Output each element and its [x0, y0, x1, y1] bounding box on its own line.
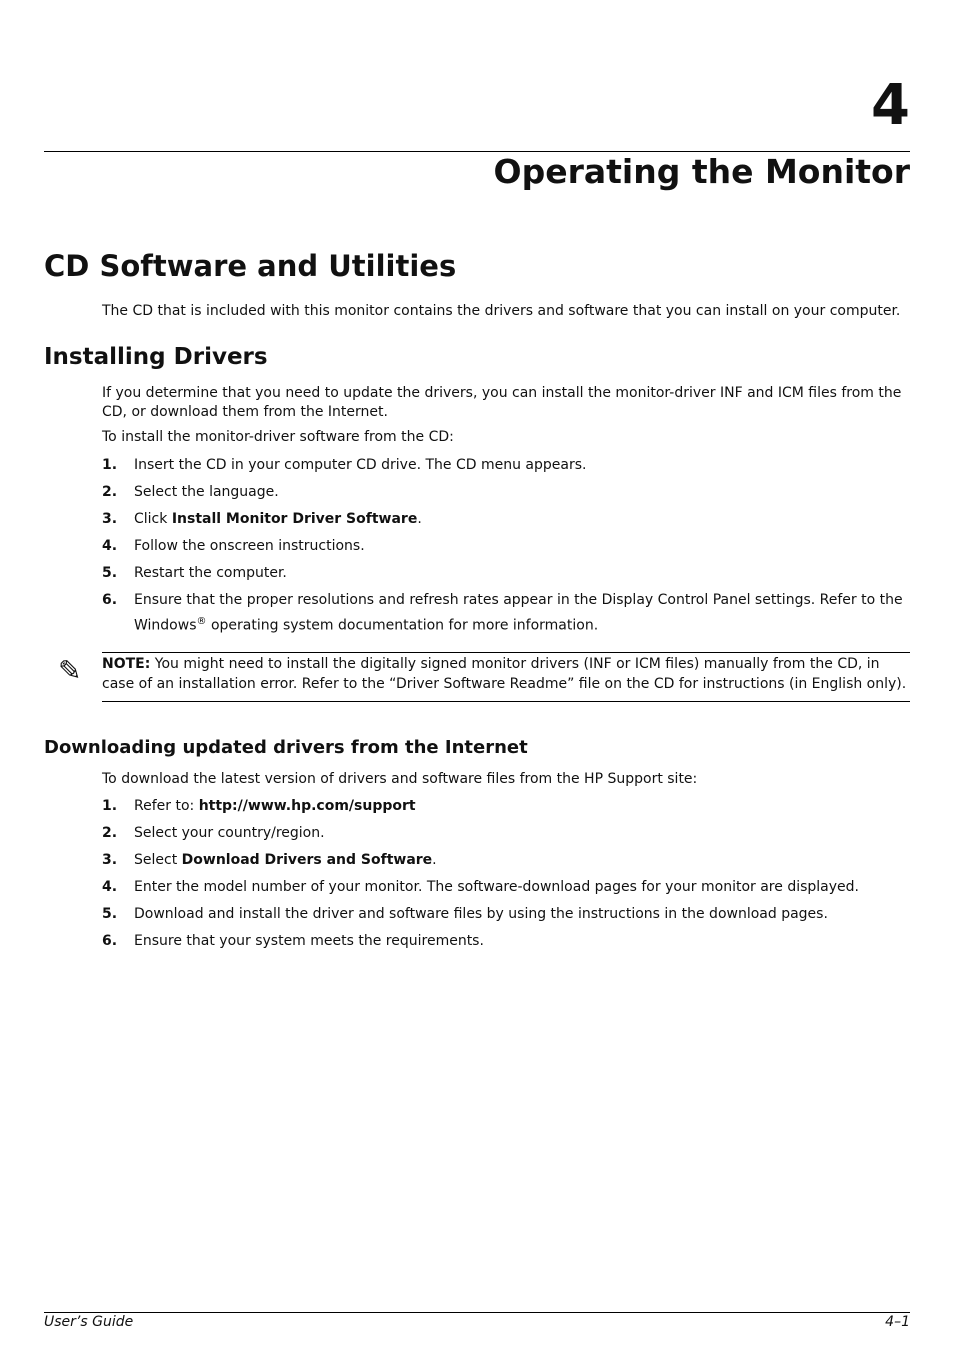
list-item — [102, 536, 912, 557]
step-text — [134, 509, 912, 530]
step-text: Select your country/region. — [134, 825, 325, 841]
installing-para-1: If you determine that you need to update the drivers, you can install the monitor-driver INF and ICM files from the CD, or download them from the Internet. — [102, 385, 902, 420]
list-item — [102, 904, 912, 925]
list-item — [102, 590, 912, 637]
downloading-para: To download the latest version of drivers and software files from the HP Support site: — [102, 771, 698, 787]
step-number: 4. — [102, 538, 118, 554]
step-text-pre: Select — [134, 852, 182, 868]
support-link[interactable]: http://www.hp.com/support — [198, 798, 416, 814]
note-text: You might need to install the digitally signed monitor drivers (INF or ICM files) manually from the CD, in case of an installation error. Refer to the “Driver Software Readme” file on the CD for instructions (in English only). — [102, 656, 907, 692]
list-item — [102, 823, 912, 844]
list-item — [102, 455, 912, 476]
list-item — [102, 796, 912, 817]
step-text-post: . — [432, 852, 437, 868]
step-text: Ensure that your system meets the requirements. — [134, 933, 484, 949]
step-number: 3. — [102, 852, 118, 868]
step-number: 5. — [102, 565, 118, 581]
step-number: 6. — [102, 592, 118, 608]
step-text-post: . — [417, 511, 422, 527]
section-intro: The CD that is included with this monitor contains the drivers and software that you can install on your computer. — [102, 303, 901, 319]
installing-title: Installing Drivers — [44, 344, 268, 370]
chapter-title: Operating the Monitor — [493, 152, 910, 191]
step-number: 3. — [102, 511, 118, 527]
list-item — [102, 482, 912, 503]
step-number: 6. — [102, 933, 118, 949]
downloading-steps — [102, 796, 912, 958]
step-text: Follow the onscreen instructions. — [134, 538, 365, 554]
installing-steps — [102, 455, 912, 643]
step-text-bold: Download Drivers and Software — [181, 852, 433, 868]
installing-para-2: To install the monitor-driver software from the CD: — [102, 429, 454, 445]
note-label: NOTE: — [102, 656, 151, 672]
step-text: Enter the model number of your monitor. The software-download pages for your monitor are displayed. — [134, 879, 859, 895]
step-number: 5. — [102, 906, 118, 922]
step-text-pre: Refer to: — [134, 798, 199, 814]
step-text — [134, 850, 912, 871]
note-box — [102, 652, 910, 702]
step-number: 2. — [102, 484, 118, 500]
step-text — [134, 590, 912, 637]
footer-guide-title: User’s Guide — [44, 1314, 134, 1330]
list-item — [102, 931, 912, 952]
step-text: Insert the CD in your computer CD drive. The CD menu appears. — [134, 457, 587, 473]
step-text-bold: Install Monitor Driver Software — [171, 511, 418, 527]
registered-mark: ® — [196, 616, 207, 627]
step-number: 1. — [102, 798, 118, 814]
footer-page-number: 4–1 — [885, 1314, 910, 1330]
step-text: Restart the computer. — [134, 565, 287, 581]
footer-divider — [44, 1312, 910, 1313]
list-item — [102, 850, 912, 871]
list-item — [102, 877, 912, 898]
pencil-icon: ✎ — [58, 654, 82, 687]
step-text: Select the language. — [134, 484, 279, 500]
step-text-pre: Click — [134, 511, 172, 527]
step-text-post: operating system documentation for more information. — [206, 617, 599, 634]
chapter-number: 4 — [871, 73, 910, 138]
list-item — [102, 509, 912, 530]
step-text-pre: Ensure that the proper resolutions and refresh rates appear in the Display Control Panel settings. Refer to the Windows — [134, 592, 903, 634]
step-number: 2. — [102, 825, 118, 841]
list-item — [102, 563, 912, 584]
step-number: 1. — [102, 457, 118, 473]
section-title: CD Software and Utilities — [44, 249, 457, 283]
downloading-title: Downloading updated drivers from the Internet — [44, 737, 528, 758]
step-text — [134, 796, 912, 817]
step-text: Download and install the driver and software files by using the instructions in the download pages. — [134, 906, 828, 922]
step-number: 4. — [102, 879, 118, 895]
